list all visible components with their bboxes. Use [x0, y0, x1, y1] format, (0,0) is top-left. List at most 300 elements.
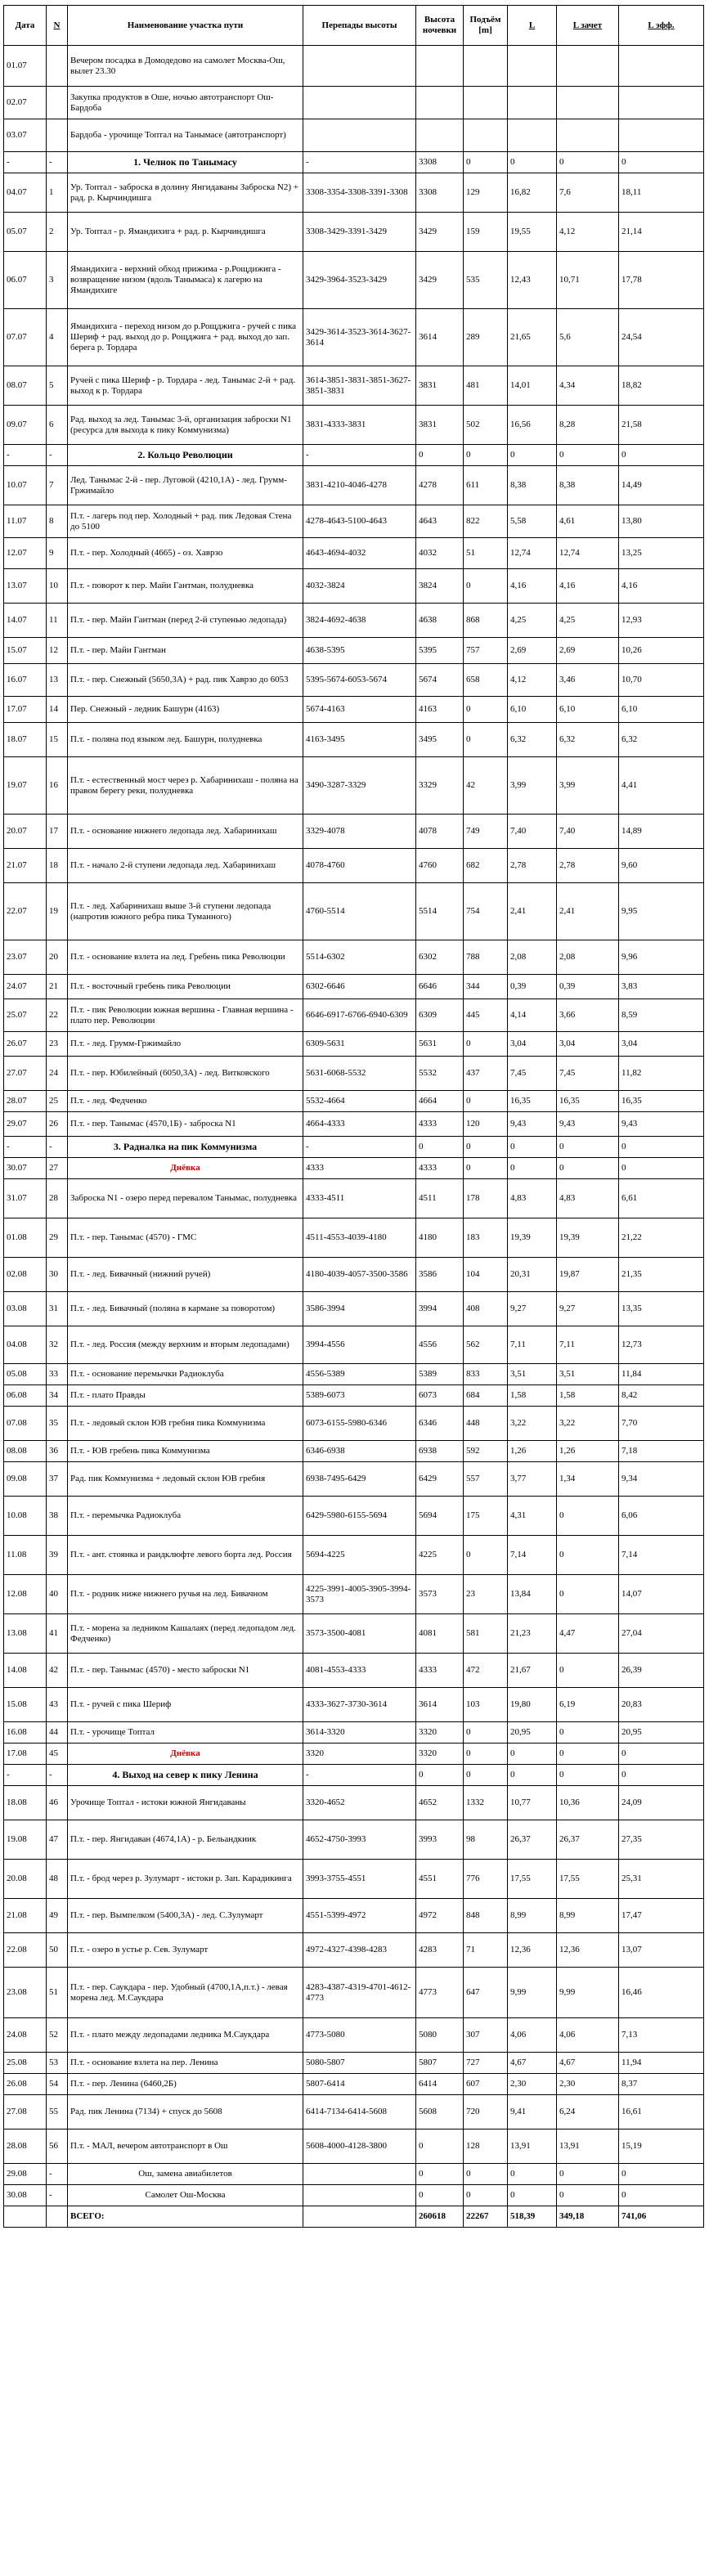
cell-elevation: - — [303, 445, 416, 466]
cell-date: 19.07 — [4, 757, 47, 815]
cell-ascent: 684 — [464, 1385, 508, 1407]
cell-number: 56 — [47, 2129, 68, 2164]
cell-date: 19.08 — [4, 1820, 47, 1860]
section-row — [4, 1765, 704, 1786]
cell-camp-height: 3329 — [416, 757, 464, 815]
cell-length-effective: 14,89 — [619, 815, 704, 849]
cell-segment: П.т. - плато Правды — [68, 1385, 303, 1407]
cell-ascent: 502 — [464, 406, 508, 445]
cell-date: 14.07 — [4, 604, 47, 638]
cell-camp-height: 4773 — [416, 1968, 464, 2018]
cell-length: 2,30 — [508, 2074, 557, 2095]
cell-length: 8,38 — [508, 466, 557, 505]
table-row — [4, 664, 704, 697]
cell-segment: П.т. - пер. Ленина (6460,2Б) — [68, 2074, 303, 2095]
cell-length: 3,22 — [508, 1407, 557, 1441]
cell-length: 3,99 — [508, 757, 557, 815]
cell-date: 15.07 — [4, 638, 47, 664]
table-row — [4, 1820, 704, 1860]
cell-segment: П.т. - пер. Танымас (4570) - ГМС — [68, 1218, 303, 1258]
cell-length-effective: 21,58 — [619, 406, 704, 445]
total-length-effective: 741,06 — [619, 2206, 704, 2228]
col-header-camp-height: Высота ночевки — [416, 6, 464, 46]
cell-length: 16,56 — [508, 406, 557, 445]
itinerary-table-wrapper — [3, 5, 703, 2228]
cell-date: 21.07 — [4, 849, 47, 883]
cell-ascent: 562 — [464, 1326, 508, 1364]
cell-length-credit: 10,36 — [557, 1786, 619, 1820]
cell-elevation: 5674-4163 — [303, 697, 416, 723]
cell-number: 11 — [47, 604, 68, 638]
cell-ascent: 445 — [464, 999, 508, 1032]
cell-number: 37 — [47, 1462, 68, 1497]
col-header-length-effective: L эфф. — [619, 6, 704, 46]
cell-length: 13,91 — [508, 2129, 557, 2164]
cell-length — [508, 46, 557, 87]
cell-length: 4,16 — [508, 569, 557, 604]
cell-length-effective: 7,18 — [619, 1441, 704, 1462]
cell-length-effective: 21,22 — [619, 1218, 704, 1258]
cell-ascent: 757 — [464, 638, 508, 664]
cell-segment: П.т. - лед. Бивачный (нижний ручей) — [68, 1258, 303, 1292]
cell-segment: П.т. - ЮВ гребень пика Коммунизма — [68, 1441, 303, 1462]
cell-length: 9,99 — [508, 1968, 557, 2018]
cell-segment: П.т. - пер. Майи Гантман — [68, 638, 303, 664]
cell-number: 20 — [47, 940, 68, 975]
cell-length-credit: 12,36 — [557, 1933, 619, 1968]
cell-ascent: 159 — [464, 213, 508, 252]
table-row — [4, 213, 704, 252]
cell-number: 17 — [47, 815, 68, 849]
cell-length: 3,51 — [508, 1364, 557, 1385]
cell-ascent: 557 — [464, 1462, 508, 1497]
cell-camp-height: 4333 — [416, 1654, 464, 1688]
cell-number: 40 — [47, 1575, 68, 1614]
cell-length-credit: 0 — [557, 152, 619, 173]
cell-elevation: 6073-6155-5980-6346 — [303, 1407, 416, 1441]
cell-ascent: 0 — [464, 723, 508, 757]
cell-length-credit: 3,51 — [557, 1364, 619, 1385]
cell-segment: П.т. - начало 2-й ступени ледопада лед. Хабаринихаш — [68, 849, 303, 883]
cell-length-credit: 0 — [557, 1765, 619, 1786]
cell-camp-height: 4760 — [416, 849, 464, 883]
cell-date: 18.08 — [4, 1786, 47, 1820]
cell-number: 9 — [47, 538, 68, 569]
cell-length-effective: 4,16 — [619, 569, 704, 604]
cell-elevation: 4972-4327-4398-4283 — [303, 1933, 416, 1968]
cell-length-effective: 17,78 — [619, 252, 704, 309]
cell-camp-height: 5631 — [416, 1032, 464, 1057]
cell-number: 28 — [47, 1179, 68, 1218]
cell-elevation — [303, 87, 416, 119]
cell-camp-height: 3308 — [416, 173, 464, 213]
cell-camp-height: 0 — [416, 1765, 464, 1786]
table-row — [4, 466, 704, 505]
cell-segment: П.т. - пер. Вымпелком (5400,3А) - лед. С.Зулумарт — [68, 1899, 303, 1933]
cell-length: 17,55 — [508, 1860, 557, 1899]
cell-camp-height: 5807 — [416, 2053, 464, 2074]
cell-number: 1 — [47, 173, 68, 213]
cell-ascent: 535 — [464, 252, 508, 309]
cell-length-effective: 13,07 — [619, 1933, 704, 1968]
cell-number: 42 — [47, 1654, 68, 1688]
cell-length-effective — [619, 119, 704, 152]
cell-ascent — [464, 87, 508, 119]
cell-elevation: 4032-3824 — [303, 569, 416, 604]
cell-elevation: 3490-3287-3329 — [303, 757, 416, 815]
rest-day-label: Днёвка — [68, 1744, 303, 1765]
table-row — [4, 757, 704, 815]
cell-elevation — [303, 119, 416, 152]
cell-elevation: 4078-4760 — [303, 849, 416, 883]
cell-length: 0,39 — [508, 975, 557, 999]
section-row — [4, 1137, 704, 1158]
cell-camp-height: 4551 — [416, 1860, 464, 1899]
cell-length-credit: 8,38 — [557, 466, 619, 505]
cell-date: 05.07 — [4, 213, 47, 252]
cell-camp-height: 3824 — [416, 569, 464, 604]
cell-length-effective: 9,34 — [619, 1462, 704, 1497]
table-row — [4, 569, 704, 604]
cell-number: 51 — [47, 1968, 68, 2018]
cell-length-credit: 7,11 — [557, 1326, 619, 1364]
cell-date: 16.07 — [4, 664, 47, 697]
cell-length-credit: 3,46 — [557, 664, 619, 697]
col-header-length: L — [508, 6, 557, 46]
cell-length-effective: 8,42 — [619, 1385, 704, 1407]
cell-ascent: 647 — [464, 1968, 508, 2018]
cell-date: 11.07 — [4, 505, 47, 538]
cell-elevation — [303, 2164, 416, 2185]
cell-date: 04.07 — [4, 173, 47, 213]
cell-ascent: 581 — [464, 1614, 508, 1654]
cell-number: - — [47, 152, 68, 173]
cell-ascent: 0 — [464, 152, 508, 173]
cell-length-effective: 11,82 — [619, 1057, 704, 1091]
cell-camp-height — [416, 119, 464, 152]
cell-camp-height: 4556 — [416, 1326, 464, 1364]
cell-date: - — [4, 445, 47, 466]
cell-camp-height: 3320 — [416, 1744, 464, 1765]
cell-ascent: 0 — [464, 1536, 508, 1575]
table-row — [4, 697, 704, 723]
col-header-date: Дата — [4, 6, 47, 46]
cell-length-effective: 20,95 — [619, 1722, 704, 1744]
cell-length-credit: 9,27 — [557, 1292, 619, 1326]
cell-length-effective: 0 — [619, 1137, 704, 1158]
cell-camp-height — [416, 87, 464, 119]
cell-elevation: 6414-7134-6414-5608 — [303, 2095, 416, 2129]
cell-date: 30.08 — [4, 2185, 47, 2206]
cell-length: 1,58 — [508, 1385, 557, 1407]
cell-segment: П.т. - родник ниже нижнего ручья на лед. Бивачном — [68, 1575, 303, 1614]
cell-length-effective: 11,84 — [619, 1364, 704, 1385]
cell-date: 15.08 — [4, 1688, 47, 1722]
cell-ascent: 1332 — [464, 1786, 508, 1820]
cell-camp-height: 3429 — [416, 252, 464, 309]
cell-camp-height: 6302 — [416, 940, 464, 975]
table-header-row — [4, 6, 704, 46]
cell-ascent: 720 — [464, 2095, 508, 2129]
cell-ascent: 448 — [464, 1407, 508, 1441]
cell-length-credit: 6,19 — [557, 1688, 619, 1722]
cell-length-credit: 0 — [557, 1744, 619, 1765]
cell-segment: П.т. - пер. Янгидаван (4674,1А) - р. Бельандкиик — [68, 1820, 303, 1860]
cell-ascent: 0 — [464, 1137, 508, 1158]
cell-date: 03.08 — [4, 1292, 47, 1326]
cell-ascent: 103 — [464, 1688, 508, 1722]
cell-elevation: 4081-4553-4333 — [303, 1654, 416, 1688]
cell-length-effective: 25,31 — [619, 1860, 704, 1899]
cell-camp-height: 4078 — [416, 815, 464, 849]
table-row — [4, 815, 704, 849]
cell-ascent: 0 — [464, 1032, 508, 1057]
cell-elevation: 5608-4000-4128-3800 — [303, 2129, 416, 2164]
cell-length-credit: 13,91 — [557, 2129, 619, 2164]
cell-length-credit: 4,06 — [557, 2018, 619, 2053]
cell-elevation: 4333-4511 — [303, 1179, 416, 1218]
cell-camp-height: 3573 — [416, 1575, 464, 1614]
cell-date: 08.08 — [4, 1441, 47, 1462]
table-row — [4, 2164, 704, 2185]
cell-length-effective: 0 — [619, 1158, 704, 1179]
cell-length-effective: 14,49 — [619, 466, 704, 505]
table-row — [4, 1292, 704, 1326]
cell-number: 2 — [47, 213, 68, 252]
cell-length-effective: 10,70 — [619, 664, 704, 697]
cell-ascent — [464, 119, 508, 152]
cell-elevation: 4163-3495 — [303, 723, 416, 757]
cell-ascent: 0 — [464, 1765, 508, 1786]
cell-length: 9,43 — [508, 1112, 557, 1137]
cell-ascent: 183 — [464, 1218, 508, 1258]
cell-length-credit — [557, 46, 619, 87]
cell-segment: П.т. - основание перемычки Радиоклуба — [68, 1364, 303, 1385]
cell-length: 4,83 — [508, 1179, 557, 1218]
cell-segment: П.т. - пер. Юбилейный (6050,3А) - лед. Витковского — [68, 1057, 303, 1091]
cell-date: 09.07 — [4, 406, 47, 445]
cell-date: 29.08 — [4, 2164, 47, 2185]
cell-date: 28.07 — [4, 1091, 47, 1112]
table-row — [4, 505, 704, 538]
cell-number: 6 — [47, 406, 68, 445]
cell-ascent: 727 — [464, 2053, 508, 2074]
cell-date: 11.08 — [4, 1536, 47, 1575]
cell-elevation: 3993-3755-4551 — [303, 1860, 416, 1899]
cell-segment: Вечером посадка в Домодедово на самолет Москва-Ош, вылет 23.30 — [68, 46, 303, 87]
cell-length-credit: 0 — [557, 1575, 619, 1614]
cell-ascent: 776 — [464, 1860, 508, 1899]
table-row — [4, 1654, 704, 1688]
cell-date: 02.07 — [4, 87, 47, 119]
cell-number: 13 — [47, 664, 68, 697]
cell-ascent: 481 — [464, 366, 508, 406]
cell-length-credit: 0 — [557, 2164, 619, 2185]
cell-length: 4,31 — [508, 1497, 557, 1536]
cell-length: 0 — [508, 152, 557, 173]
cell-length-credit: 0 — [557, 1497, 619, 1536]
cell-segment: П.т. - озеро в устье р. Сев. Зулумарт — [68, 1933, 303, 1968]
section-title: 2. Кольцо Революции — [68, 445, 303, 466]
cell-length-effective: 18,82 — [619, 366, 704, 406]
table-row — [4, 2185, 704, 2206]
cell-number: 25 — [47, 1091, 68, 1112]
cell-length: 14,01 — [508, 366, 557, 406]
cell-length-effective: 12,93 — [619, 604, 704, 638]
cell-ascent: 472 — [464, 1654, 508, 1688]
cell-ascent: 749 — [464, 815, 508, 849]
cell-length: 4,12 — [508, 664, 557, 697]
cell-ascent: 129 — [464, 173, 508, 213]
rest-day-label: Днёвка — [68, 1158, 303, 1179]
section-title: 4. Выход на север к пику Ленина — [68, 1765, 303, 1786]
cell-elevation: 6646-6917-6766-6940-6309 — [303, 999, 416, 1032]
cell-number: 27 — [47, 1158, 68, 1179]
cell-camp-height: 5694 — [416, 1497, 464, 1536]
cell-ascent: 408 — [464, 1292, 508, 1326]
cell-segment: Рад. выход за лед. Танымас 3-й, организация заброски N1 (ресурса для выхода к пику Коммунизма) — [68, 406, 303, 445]
cell-length: 4,67 — [508, 2053, 557, 2074]
cell-date: 21.08 — [4, 1899, 47, 1933]
cell-segment: Заброска N1 - озеро перед перевалом Танымас, полудневка — [68, 1179, 303, 1218]
cell-elevation: 6309-5631 — [303, 1032, 416, 1057]
cell-camp-height — [416, 46, 464, 87]
cell-length-effective: 24,54 — [619, 309, 704, 366]
cell-camp-height: 5532 — [416, 1057, 464, 1091]
cell-ascent: 611 — [464, 466, 508, 505]
cell-elevation: 4225-3991-4005-3905-3994-3573 — [303, 1575, 416, 1614]
cell-length-credit: 7,45 — [557, 1057, 619, 1091]
cell-length: 7,40 — [508, 815, 557, 849]
cell-date: 10.08 — [4, 1497, 47, 1536]
cell-number: 55 — [47, 2095, 68, 2129]
cell-segment: П.т. - лагерь под пер. Холодный + рад. пик Ледовая Стена до 5100 — [68, 505, 303, 538]
cell-number: 36 — [47, 1441, 68, 1462]
cell-segment: Ур. Топтал - р. Ямандихига + рад. р. Кырчиндишга — [68, 213, 303, 252]
cell-elevation: 4643-4694-4032 — [303, 538, 416, 569]
cell-date: 16.08 — [4, 1722, 47, 1744]
cell-elevation: 3586-3994 — [303, 1292, 416, 1326]
cell-segment: П.т. - ант. стоянка и рандклюфте левого борта лед. Россия — [68, 1536, 303, 1575]
table-row — [4, 1112, 704, 1137]
cell-segment: Бардоба - урочище Топтал на Танымасе (автотранспорт) — [68, 119, 303, 152]
cell-camp-height: 5608 — [416, 2095, 464, 2129]
table-row — [4, 1536, 704, 1575]
cell-length-credit: 2,41 — [557, 883, 619, 940]
cell-ascent: 868 — [464, 604, 508, 638]
cell-length — [508, 119, 557, 152]
cell-segment: П.т. - ручей с пика Шериф — [68, 1688, 303, 1722]
cell-segment: П.т. - пер. Майи Гантман (перед 2-й ступенью ледопада) — [68, 604, 303, 638]
cell-ascent: 788 — [464, 940, 508, 975]
cell-segment: П.т. - лед. Федченко — [68, 1091, 303, 1112]
cell-length-credit: 19,87 — [557, 1258, 619, 1292]
cell-length-effective: 12,73 — [619, 1326, 704, 1364]
cell-number — [47, 119, 68, 152]
cell-date: 03.07 — [4, 119, 47, 152]
cell-camp-height: 5514 — [416, 883, 464, 940]
cell-camp-height: 3429 — [416, 213, 464, 252]
cell-segment: П.т. - плато между ледопадами ледника М.Саукдара — [68, 2018, 303, 2053]
cell-length-effective: 3,04 — [619, 1032, 704, 1057]
cell-length-credit: 0 — [557, 1722, 619, 1744]
cell-length-effective: 27,04 — [619, 1614, 704, 1654]
cell-ascent: 0 — [464, 2185, 508, 2206]
cell-number: 52 — [47, 2018, 68, 2053]
cell-segment: П.т. - пер. Снежный (5650,3А) + рад. пик Хаврзо до 6053 — [68, 664, 303, 697]
cell-number: 32 — [47, 1326, 68, 1364]
total-row — [4, 2206, 704, 2228]
cell-camp-height: 4278 — [416, 466, 464, 505]
cell-elevation: 4773-5080 — [303, 2018, 416, 2053]
table-row — [4, 87, 704, 119]
table-row — [4, 638, 704, 664]
cell-length: 5,58 — [508, 505, 557, 538]
cell-elevation: 4556-5389 — [303, 1364, 416, 1385]
cell-number: 34 — [47, 1385, 68, 1407]
cell-camp-height: 5080 — [416, 2018, 464, 2053]
table-row — [4, 1462, 704, 1497]
cell-date: 24.07 — [4, 975, 47, 999]
cell-date: 27.07 — [4, 1057, 47, 1091]
cell-date: 17.07 — [4, 697, 47, 723]
cell-segment: Закупка продуктов в Оше, ночью автотранспорт Ош-Бардоба — [68, 87, 303, 119]
cell-length-credit: 3,99 — [557, 757, 619, 815]
cell-segment: П.т. - основание нижнего ледопада лед. Хабаринихаш — [68, 815, 303, 849]
cell-segment: Ош, замена авиабилетов — [68, 2164, 303, 2185]
cell-elevation: 5631-6068-5532 — [303, 1057, 416, 1091]
cell-length-credit: 0 — [557, 1654, 619, 1688]
cell-length: 4,14 — [508, 999, 557, 1032]
table-row — [4, 2129, 704, 2164]
cell-elevation: 3573-3500-4081 — [303, 1614, 416, 1654]
cell-camp-height: 6938 — [416, 1441, 464, 1462]
table-row — [4, 1968, 704, 2018]
cell-elevation: 4551-5399-4972 — [303, 1899, 416, 1933]
cell-number: 26 — [47, 1112, 68, 1137]
table-row — [4, 46, 704, 87]
cell-length-credit: 2,69 — [557, 638, 619, 664]
cell-ascent: 0 — [464, 1744, 508, 1765]
cell-number: 35 — [47, 1407, 68, 1441]
cell-length-effective: 9,43 — [619, 1112, 704, 1137]
table-row — [4, 1364, 704, 1385]
cell-length-effective: 0 — [619, 445, 704, 466]
cell-date: 20.08 — [4, 1860, 47, 1899]
cell-camp-height: 4643 — [416, 505, 464, 538]
cell-length-effective: 27,35 — [619, 1820, 704, 1860]
cell-length-credit: 8,28 — [557, 406, 619, 445]
cell-elevation: 4278-4643-5100-4643 — [303, 505, 416, 538]
total-label: ВСЕГО: — [68, 2206, 303, 2228]
table-row — [4, 1614, 704, 1654]
cell-length-effective: 0 — [619, 152, 704, 173]
cell-segment: П.т. - пер. Саукдара - пер. Удобный (4700,1А,п.т.) - левая морена лед. М.Саукдара — [68, 1968, 303, 2018]
cell-elevation: 5389-6073 — [303, 1385, 416, 1407]
cell-length: 7,45 — [508, 1057, 557, 1091]
cell-elevation: 4180-4039-4057-3500-3586 — [303, 1258, 416, 1292]
cell-camp-height: 3320 — [416, 1722, 464, 1744]
cell-ascent: 23 — [464, 1575, 508, 1614]
cell-elevation: - — [303, 1137, 416, 1158]
cell-date: 22.07 — [4, 883, 47, 940]
cell-length-credit: 7,40 — [557, 815, 619, 849]
cell-length: 2,08 — [508, 940, 557, 975]
cell-ascent: 0 — [464, 445, 508, 466]
cell-length: 19,55 — [508, 213, 557, 252]
cell-elevation: 3429-3964-3523-3429 — [303, 252, 416, 309]
cell-number: 19 — [47, 883, 68, 940]
